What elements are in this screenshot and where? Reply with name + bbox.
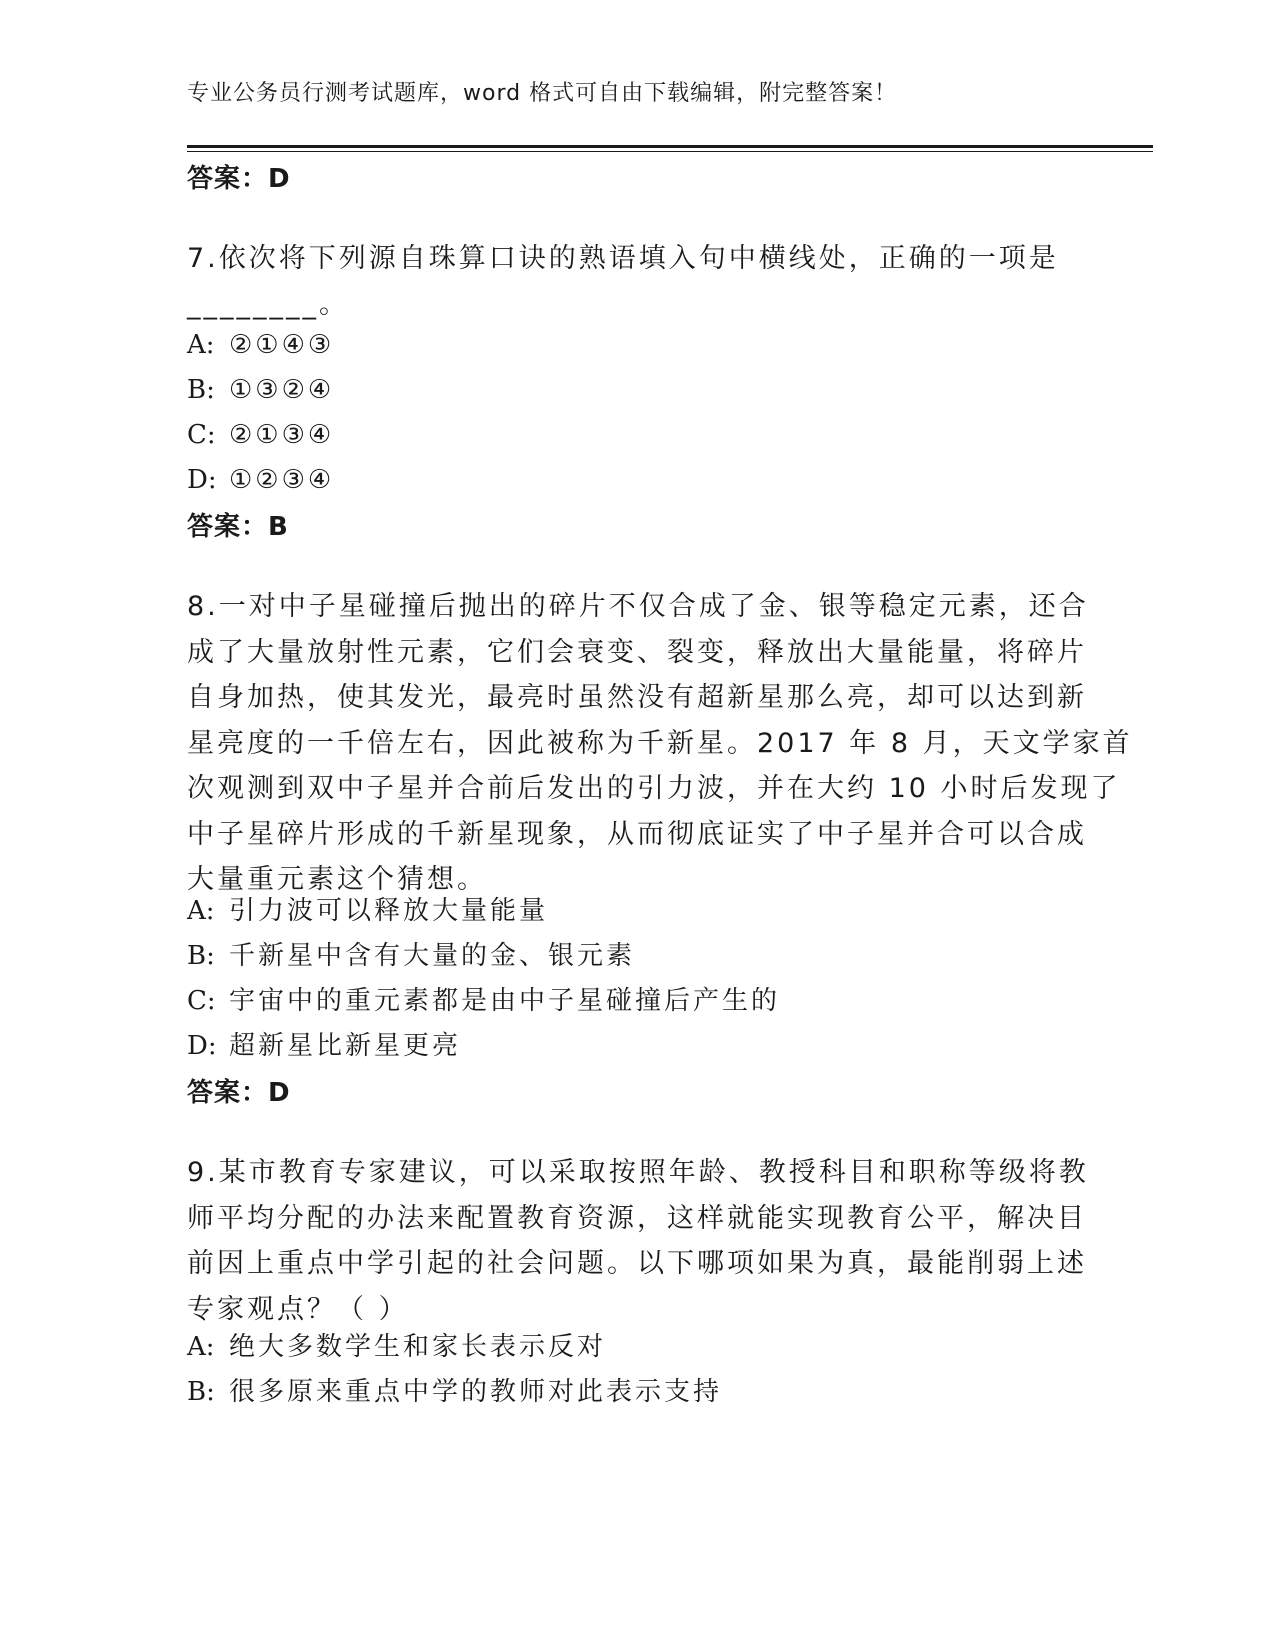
option-c [187,979,780,1024]
option-label: B: [187,375,215,405]
option-a [187,889,780,934]
question-8-line: 8.一对中子星碰撞后抛出的碎片不仅合成了金、银等稳定元素，还合 [187,591,1089,622]
option-label: B: [187,941,215,971]
question-7-options [187,323,334,503]
option-c [187,413,334,458]
question-8-line: 中子星碎片形成的千新星现象，从而彻底证实了中子星并合可以合成 [187,818,1087,850]
option-label: A: [187,896,215,926]
option-d [187,1024,780,1069]
question-8-line: 星亮度的一千倍左右，因此被称为千新星。2017 年 8 月，天文学家首 [187,727,1133,759]
question-8-line: 次观测到双中子星并合前后发出的引力波，并在大约 10 小时后发现了 [187,773,1121,804]
header-rule-thick [187,145,1153,148]
option-b [187,368,334,413]
page-header: 专业公务员行测考试题库，word 格式可自由下载编辑，附完整答案！ [187,81,898,106]
option-label: D: [187,465,217,495]
option-text: ①③②④ [229,375,335,405]
question-9-line: 专家观点？（ ） [187,1293,409,1325]
answer-q7: 答案：B [187,512,289,542]
option-text: 绝大多数学生和家长表示反对 [229,1332,607,1362]
option-label: A: [187,1332,215,1362]
option-text: 引力波可以释放大量能量 [229,896,549,926]
question-9-line: 9.某市教育专家建议，可以采取按照年龄、教授科目和职称等级将教 [187,1157,1089,1188]
question-8-line: 自身加热，使其发光，最亮时虽然没有超新星那么亮，却可以达到新 [187,682,1087,713]
option-text: 宇宙中的重元素都是由中子星碰撞后产生的 [229,986,781,1016]
option-d [187,458,334,503]
option-label: D: [187,1031,217,1061]
question-8-stem [187,584,1133,903]
option-label: C: [187,420,216,450]
question-9-stem [187,1150,1089,1332]
question-7-line: ________。 [187,288,349,320]
option-text: 千新星中含有大量的金、银元素 [229,941,636,971]
header-rule-thin [187,151,1153,152]
question-8-options [187,889,780,1069]
question-9-line: 前因上重点中学引起的社会问题。以下哪项如果为真，最能削弱上述 [187,1248,1087,1279]
option-label: B: [187,1377,215,1407]
option-a [187,1325,722,1370]
option-label: C: [187,986,216,1016]
option-text: 超新星比新星更亮 [229,1031,462,1061]
option-text: ②①③④ [229,420,335,450]
question-8-line: 大量重元素这个猜想。 [187,864,487,895]
question-7-stem [187,236,1059,327]
question-7-line: 7.依次将下列源自珠算口诀的熟语填入句中横线处，正确的一项是 [187,243,1059,274]
answer-q8: 答案：D [187,1078,291,1108]
option-text: ②①④③ [229,330,335,360]
question-8-line: 成了大量放射性元素，它们会衰变、裂变，释放出大量能量，将碎片 [187,636,1087,668]
option-b [187,934,780,979]
question-9-options [187,1325,722,1415]
option-label: A: [187,330,215,360]
answer-q6: 答案：D [187,164,291,194]
option-a [187,323,334,368]
option-b [187,1370,722,1415]
option-text: ①②③④ [229,465,335,495]
question-9-line: 师平均分配的办法来配置教育资源，这样就能实现教育公平，解决目 [187,1202,1087,1234]
option-text: 很多原来重点中学的教师对此表示支持 [229,1377,723,1407]
